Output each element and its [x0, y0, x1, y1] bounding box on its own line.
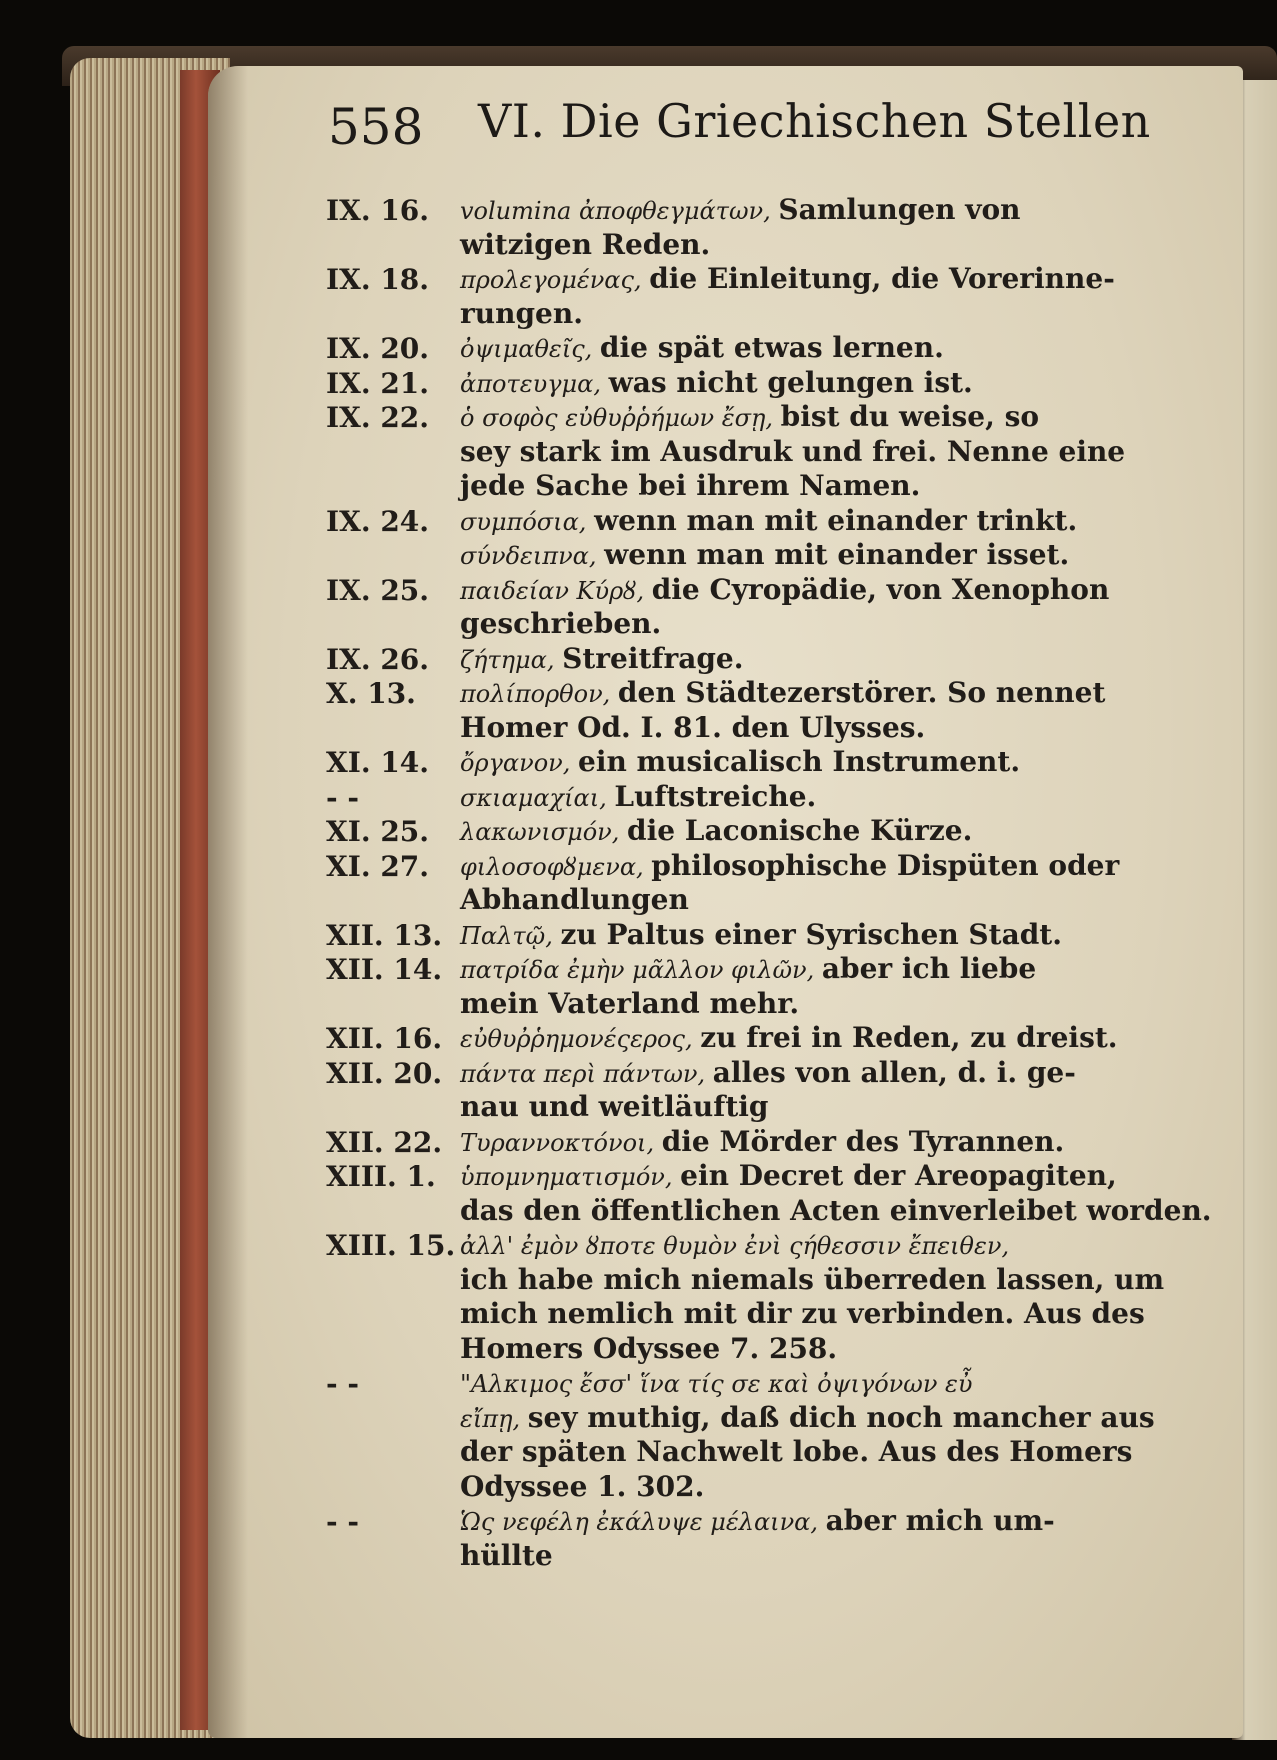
entry-line [460, 227, 710, 263]
german-translation: Luftstreiche. [614, 779, 817, 813]
german-translation: zu Paltus einer Syrischen Stadt. [560, 917, 1062, 951]
entry-line [460, 986, 799, 1022]
entry-line [460, 1262, 1164, 1298]
german-translation: die Mörder des Tyrannen. [661, 1124, 1065, 1158]
german-translation: alles von allen, d. i. ge- [712, 1055, 1076, 1089]
greek-phrase: λακωνισμόν, [460, 818, 628, 846]
german-translation: Streitfrage. [562, 641, 744, 675]
greek-phrase: Παλτῷ, [460, 921, 561, 950]
german-translation: ich habe mich niemals überreden lassen, um [460, 1262, 1165, 1296]
entry-line [460, 1503, 1055, 1540]
entry-line [460, 572, 1109, 609]
entry-line [460, 1020, 1118, 1057]
entry-line [460, 675, 1105, 712]
entry-reference: IX. 22. [326, 401, 430, 434]
entry-reference: - - [326, 1367, 359, 1400]
entry-line [460, 399, 1039, 436]
book-page [208, 66, 1243, 1738]
greek-phrase: ἀποτευγμα, [460, 369, 609, 398]
entry-line [460, 1124, 1064, 1161]
entry-reference: IX. 18. [326, 263, 430, 296]
german-translation: jede Sache bei ihrem Namen. [460, 469, 921, 502]
running-head: VI. Die Griechischen Stellen [478, 94, 1151, 148]
entry-reference: XI. 14. [326, 746, 430, 779]
entry-line [460, 1089, 768, 1125]
entry-line [460, 710, 925, 746]
german-translation: bist du weise, so [780, 400, 1040, 433]
greek-phrase: συμπόσια, [460, 507, 595, 536]
greek-phrase: πολίπορθον, [460, 680, 618, 708]
entry-line [460, 951, 1036, 988]
entry-reference: IX. 24. [326, 504, 430, 538]
entry-line [460, 1469, 704, 1505]
entry-line [460, 641, 743, 678]
entry-reference: XII. 14. [326, 953, 443, 986]
entry-reference: - - [326, 1505, 359, 1538]
entry-reference: IX. 21. [326, 366, 430, 400]
entry-line [460, 296, 583, 332]
greek-phrase: παιδείαν Κύρȣ, [460, 576, 652, 605]
entry-line [460, 330, 944, 367]
greek-phrase: φιλοσοφȣμενα, [460, 852, 652, 881]
entry-line [460, 1538, 553, 1574]
entry-line [460, 261, 1115, 298]
german-translation: ein Decret der Areopagiten, [680, 1159, 1117, 1192]
entry-reference: XIII. 1. [326, 1160, 436, 1193]
german-translation: Abhandlungen [460, 883, 689, 916]
entry-line [460, 744, 1020, 781]
entry-line [460, 1400, 1155, 1437]
entry-line [460, 537, 1069, 574]
german-translation: sey stark im Ausdruk und frei. Nenne eine [460, 434, 1126, 468]
entry-line [460, 1434, 1132, 1470]
greek-phrase: ὁ σοφὸς εὐθυῤῥήμων ἔσῃ, [460, 404, 781, 432]
greek-phrase: ὄργανον, [460, 749, 578, 777]
german-translation: mein Vaterland mehr. [460, 986, 800, 1020]
german-translation: den Städtezerstörer. So nennet [617, 676, 1106, 709]
greek-phrase: σύνδειπνα, [460, 542, 605, 570]
greek-phrase: εἴπῃ, [460, 1404, 528, 1433]
entry-reference: XII. 20. [326, 1056, 443, 1090]
greek-phrase: ζήτημα, [460, 645, 563, 674]
german-translation: geschrieben. [460, 607, 662, 640]
entry-line [460, 365, 973, 402]
german-translation: der späten Nachwelt lobe. Aus des Homers [460, 1435, 1133, 1468]
entry-reference: IX. 26. [326, 642, 430, 676]
entry-reference: IX. 16. [326, 194, 430, 227]
greek-phrase: Τυραννοκτόνοι, [460, 1128, 662, 1157]
german-translation: mich nemlich mit dir zu verbinden. Aus des [460, 1297, 1145, 1330]
entry-line [460, 1193, 1212, 1229]
german-translation: philosophische Dispüten oder [651, 848, 1120, 882]
entry-reference: IX. 20. [326, 332, 430, 365]
entry-line [460, 606, 661, 642]
greek-phrase: σκιαμαχίαι, [460, 783, 615, 812]
entry-reference: XII. 16. [326, 1022, 443, 1055]
entry-line [460, 1158, 1117, 1195]
german-translation: wenn man mit einander isset. [604, 538, 1070, 571]
entry-line [460, 503, 1077, 540]
entry-reference: XI. 25. [326, 815, 430, 848]
greek-phrase: ὑπομνηματισμόν, [460, 1163, 681, 1191]
german-translation: Homer Od. I. 81. den Ulysses. [460, 710, 926, 744]
greek-phrase: ἀλλ' ἐμὸν ȣποτε θυμὸν ἐνὶ ςήθεσσιν ἔπειθεν, [460, 1232, 1010, 1260]
entry-line [460, 468, 920, 504]
german-translation: zu frei in Reden, zu dreist. [700, 1021, 1118, 1054]
german-translation: das den öffentlichen Acten einverleibet worden. [460, 1193, 1212, 1227]
german-translation: aber mich um- [825, 1504, 1055, 1537]
greek-phrase: Ὡς νεφέλη ἐκάλυψε μέλαινα, [460, 1508, 826, 1536]
german-translation: was nicht gelungen ist. [608, 365, 973, 399]
entry-reference: IX. 25. [326, 573, 430, 607]
entry-line [460, 813, 972, 850]
entry-line [460, 1365, 973, 1402]
entry-line [460, 882, 689, 918]
entry-line [460, 1227, 1009, 1264]
greek-phrase: εὐθυῤῥημονέςερος, [460, 1025, 701, 1053]
entry-line [460, 434, 1125, 470]
german-translation: die Cyropädie, von Xenophon [651, 572, 1110, 606]
german-translation: die Laconische Kürze. [627, 814, 973, 847]
german-translation: rungen. [460, 296, 583, 330]
entry-line [460, 1331, 837, 1367]
german-translation: aber ich liebe [821, 952, 1037, 985]
entry-line [460, 1296, 1145, 1332]
entry-line [460, 192, 1021, 229]
entry-line [460, 917, 1062, 954]
greek-phrase: "Αλκιμος ἔσσ' ἵνα τίς σε καὶ ὀψιγόνων εὖ [460, 1370, 973, 1398]
entry-reference: X. 13. [326, 677, 416, 710]
german-translation: witzigen Reden. [460, 227, 711, 261]
page-number: 558 [328, 98, 424, 156]
entry-reference: XII. 22. [326, 1125, 443, 1159]
greek-phrase: volumina ἀποφθεγμάτων, [460, 197, 779, 225]
entry-line [460, 848, 1119, 885]
german-translation: wenn man mit einander trinkt. [594, 503, 1078, 537]
greek-phrase: πατρίδα ἐμὴν μᾶλλον φιλῶν, [460, 956, 822, 984]
german-translation: Odyssee 1. 302. [460, 1469, 705, 1503]
greek-phrase: προλεγομένας, [460, 266, 650, 294]
greek-phrase: πάντα περὶ πάντων, [460, 1059, 713, 1088]
german-translation: hüllte [460, 1538, 553, 1572]
greek-phrase: ὀψιμαθεῖς, [460, 335, 600, 363]
german-translation: sey muthig, daß dich noch mancher aus [527, 1400, 1155, 1434]
entry-line [460, 1055, 1076, 1092]
entry-line [460, 779, 816, 816]
entry-reference: XII. 13. [326, 918, 443, 952]
german-translation: ein musicalisch Instrument. [578, 745, 1021, 778]
german-translation: Samlungen von [778, 193, 1021, 226]
entry-reference: XI. 27. [326, 849, 430, 883]
german-translation: nau und weitläuftig [460, 1090, 769, 1123]
entry-reference: XIII. 15. [326, 1229, 456, 1262]
german-translation: Homers Odyssee 7. 258. [460, 1331, 838, 1365]
entry-reference: - - [326, 780, 359, 814]
german-translation: die Einleitung, die Vorerinne- [649, 262, 1115, 295]
glossary-entries [208, 66, 1243, 1738]
german-translation: die spät etwas lernen. [599, 331, 944, 364]
